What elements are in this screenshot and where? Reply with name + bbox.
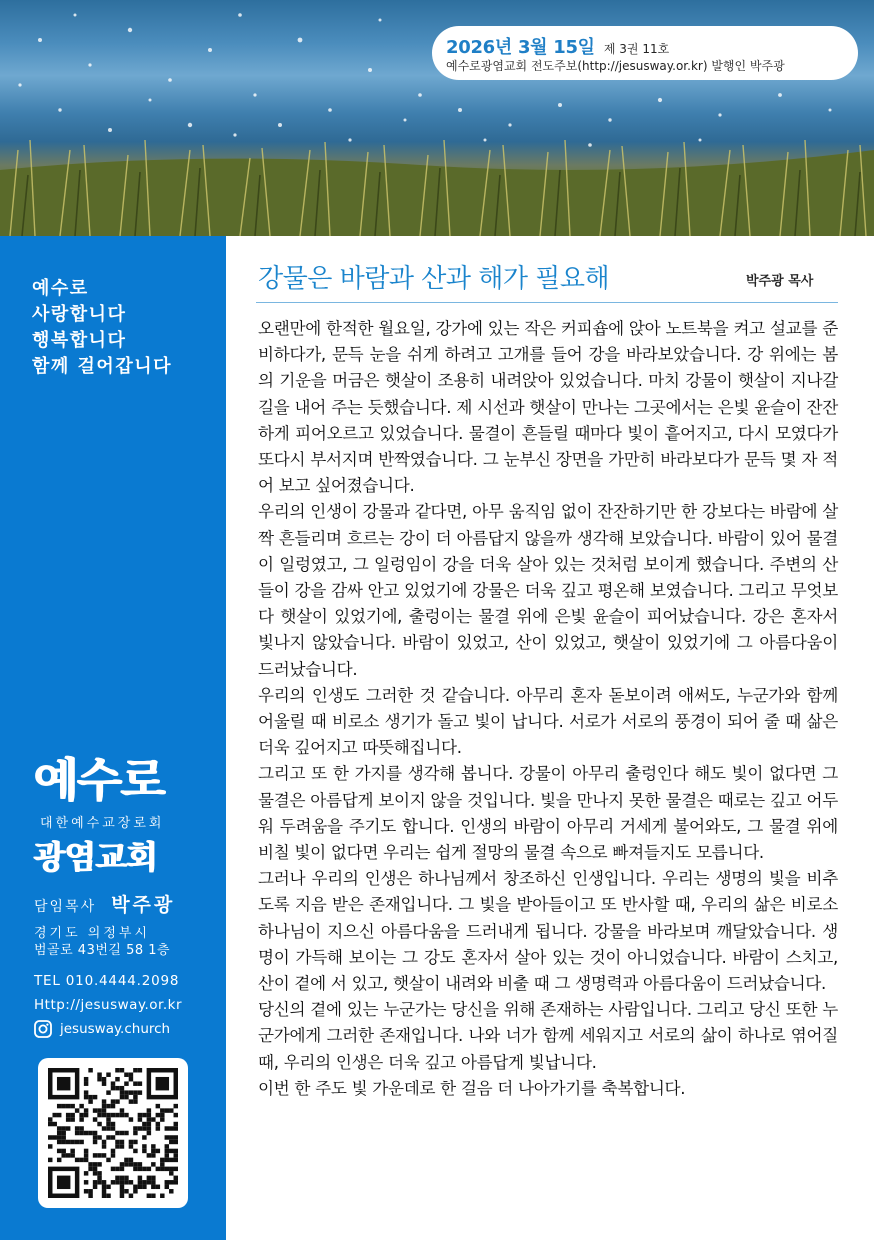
article-title: 강물은 바람과 산과 해가 필요해 [258, 264, 610, 294]
instagram-label: jesusway.church [60, 1021, 171, 1037]
church-logo-bottom: 광염교회 [34, 838, 158, 876]
church-logo-top: 예수로 [34, 753, 165, 807]
article-author: 박주광 목사 [746, 274, 814, 289]
issue-date: 2026년 3월 15일 [446, 37, 595, 58]
header-photo [0, 0, 874, 236]
pastor-name: 박주광 [111, 894, 176, 916]
article-paragraph: 우리의 인생도 그러한 것 같습니다. 아무리 혼자 돋보이려 애써도, 누군가와 함께 어울릴 때 비로소 생기가 돌고 빛이 납니다. 서로가 서로의 풍경이 되어 줄 때 삶은 더욱 깊어지고 따뜻해집니다. [258, 685, 838, 758]
denomination-name: 대한예수교장로회 [40, 816, 165, 831]
sidebar [0, 236, 226, 1240]
article-paragraph: 오랜만에 한적한 월요일, 강가에 있는 작은 커피숍에 앉아 노트북을 켜고 설교를 준비하다가, 문득 눈을 쉬게 하려고 고개를 들어 강을 바라보았습니다. 강 위에는 봄의 기운을 머금은 햇살이 조용히 내려앉아 있었습니다. 마치 강물이 햇살이 지나갈 길을 내어 주는 듯했습니다. 제 시선과 햇살이 만나는 그곳에서는 은빛 윤슬이 잔잔하게 피어오르고 있었습니다. 물결이 흔들릴 때마다 빛이 흩어지고, 다시 모였다가 또다시 부서지며 반짝였습니다. 그 눈부신 장면을 가만히 바라보다가 문득 몇 자 적어 보고 싶어졌습니다. [258, 319, 838, 496]
pastor-info [34, 890, 175, 917]
issue-volume: 제 3권 11호 [603, 42, 670, 56]
telephone: TEL 010.4444.2098 [34, 973, 180, 989]
slogan-line: 예수로 [32, 278, 89, 299]
instagram-handle[interactable] [34, 1020, 170, 1038]
address-line-1: 경기도 의정부시 [34, 926, 151, 941]
slogan-line: 함께 걸어갑니다 [32, 356, 172, 377]
article-body [258, 316, 838, 1102]
article-paragraph: 그리고 또 한 가지를 생각해 봅니다. 강물이 아무리 출렁인다 해도 빛이 없다면 그 물결은 아름답게 보이지 않을 것입니다. 빛을 만나지 못한 물결은 때로는 깊고 어두워 두려움을 주기도 합니다. 인생의 바람이 아무리 거세게 불어와도, 그 물결 위에 비칠 빛이 없다면 우리는 쉽게 절망의 물결 속으로 빠져들지도 모릅니다. [258, 764, 838, 863]
article-paragraph: 우리의 인생이 강물과 같다면, 아무 움직임 없이 잔잔하기만 한 강보다는 바람에 살짝 흔들리며 흐르는 강이 더 아름답지 않을까 생각해 보았습니다. 바람이 있어 물결이 일렁였고, 그 일렁임이 강을 더욱 살아 있는 것처럼 보이게 했습니다. 주변의 산들이 강을 감싸 안고 있었기에 강물은 더욱 깊고 평온해 보였습니다. 그리고 무엇보다 햇살이 있었기에, 출렁이는 물결 위에 은빛 윤슬이 피어났습니다. 강은 혼자서 빛나지 않았습니다. 바람이 있었고, 산이 있었고, 햇살이 있었기에 그 아름다움이 드러났습니다. [258, 502, 838, 679]
qr-code[interactable] [38, 1058, 188, 1208]
qr-code-icon [48, 1068, 178, 1198]
instagram-icon [34, 1020, 52, 1038]
title-divider [256, 302, 838, 303]
slogan-line: 사랑합니다 [32, 304, 127, 325]
slogan [32, 276, 172, 380]
address-line-2: 범골로 43번길 58 1층 [34, 943, 171, 958]
website-link[interactable]: Http://jesusway.or.kr [34, 997, 183, 1013]
article-paragraph: 그러나 우리의 인생은 하나님께서 창조하신 인생입니다. 우리는 생명의 빛을 비추도록 지음 받은 존재입니다. 그 빛을 받아들이고 또 반사할 때, 우리의 삶은 비로소 하나님이 지으신 아름다움을 드러내게 됩니다. 강물을 바라보며 깨달았습니다. 생명이 가득해 보이는 그 강도 혼자서 살아 있는 것이 아니었습니다. 바람이 스치고, 산이 곁에 서 있고, 햇살이 내려와 비출 때 그 생명력과 아름다움이 드러났습니다. [258, 869, 838, 994]
pastor-label: 담임목사 [34, 899, 97, 915]
slogan-line: 행복합니다 [32, 330, 127, 351]
article-paragraph: 당신의 곁에 있는 누군가는 당신을 위해 존재하는 사람입니다. 그리고 당신 또한 누군가에게 그러한 존재입니다. 나와 너가 함께 세워지고 서로의 삶이 하나로 엮어질 때, 우리의 인생은 더욱 깊고 아름답게 빛납니다. [258, 1000, 838, 1072]
article-paragraph: 이번 한 주도 빛 가운데로 한 걸음 더 나아가기를 축복합니다. [258, 1078, 686, 1098]
issue-date-line [446, 33, 669, 59]
publisher-info: 예수로광염교회 전도주보(http://jesusway.or.kr) 발행인 박주광 [446, 59, 785, 73]
